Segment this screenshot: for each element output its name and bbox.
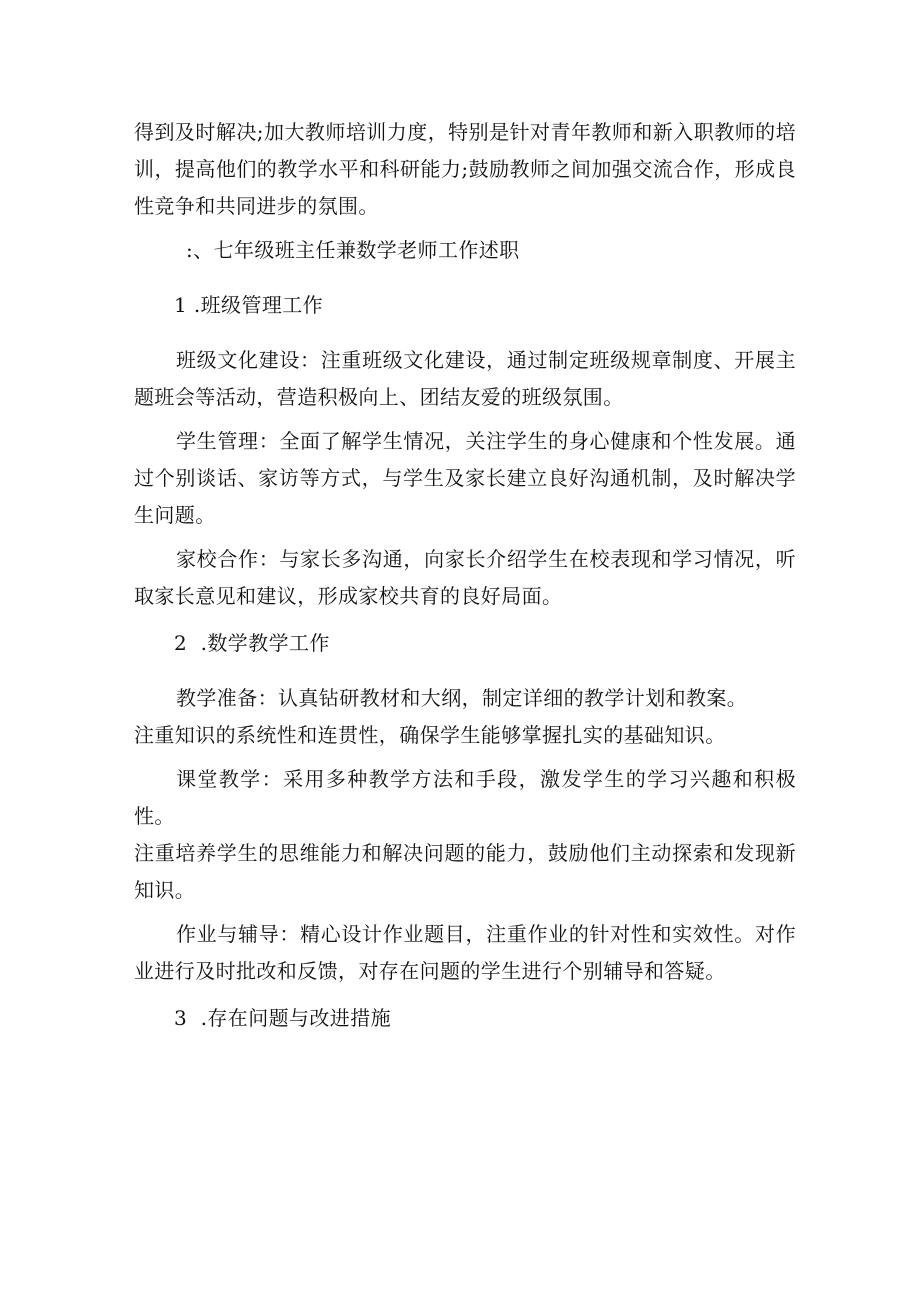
paragraph-teacher-training: 得到及时解决;加大教师培训力度，特别是针对青年教师和新入职教师的培训，提高他们的教学水平和科研能力;鼓励教师之间加强交流合作，形成良性竞争和共同进步的氛围。 <box>134 120 796 218</box>
paragraph-teaching-preparation: 教学准备：认真钻研教材和大纲，制定详细的教学计划和教案。 <box>176 686 748 710</box>
heading-math-teaching: 2 .数学教学工作 <box>174 631 330 655</box>
paragraph-home-school-cooperation: 家校合作：与家长多沟通，向家长介绍学生在校表现和学习情况，听取家长意见和建议，形成家校共育的良好局面。 <box>134 547 796 608</box>
document-body <box>134 114 796 1037</box>
section-title-class-teacher-report: :、七年级班主任兼数学老师工作述职 <box>186 238 520 262</box>
heading-problems-improvements: 3 .存在问题与改进措施 <box>174 1006 391 1030</box>
paragraph-homework-tutoring: 作业与辅导：精心设计作业题目，注重作业的针对性和实效性。对作业进行及时批改和反馈，对存在问题的学生进行个别辅导和答疑。 <box>134 922 796 983</box>
paragraph-classroom-teaching-cont: 注重培养学生的思维能力和解决问题的能力，鼓励他们主动探索和发现新知识。 <box>134 841 796 902</box>
heading-class-management: 1 .班级管理工作 <box>174 293 324 317</box>
paragraph-student-management: 学生管理：全面了解学生情况，关注学生的身心健康和个性发展。通过个别谈话、家访等方式，与学生及家长建立良好沟通机制，及时解决学生问题。 <box>134 429 796 527</box>
paragraph-teaching-preparation-cont: 注重知识的系统性和连贯性，确保学生能够掌握扎实的基础知识。 <box>134 723 726 747</box>
paragraph-classroom-teaching: 课堂教学：采用多种教学方法和手段，激发学生的学习兴趣和积极性。 <box>134 767 796 828</box>
paragraph-class-culture: 班级文化建设：注重班级文化建设，通过制定班级规章制度、开展主题班会等活动，营造积极向上、团结友爱的班级氛围。 <box>134 348 796 409</box>
